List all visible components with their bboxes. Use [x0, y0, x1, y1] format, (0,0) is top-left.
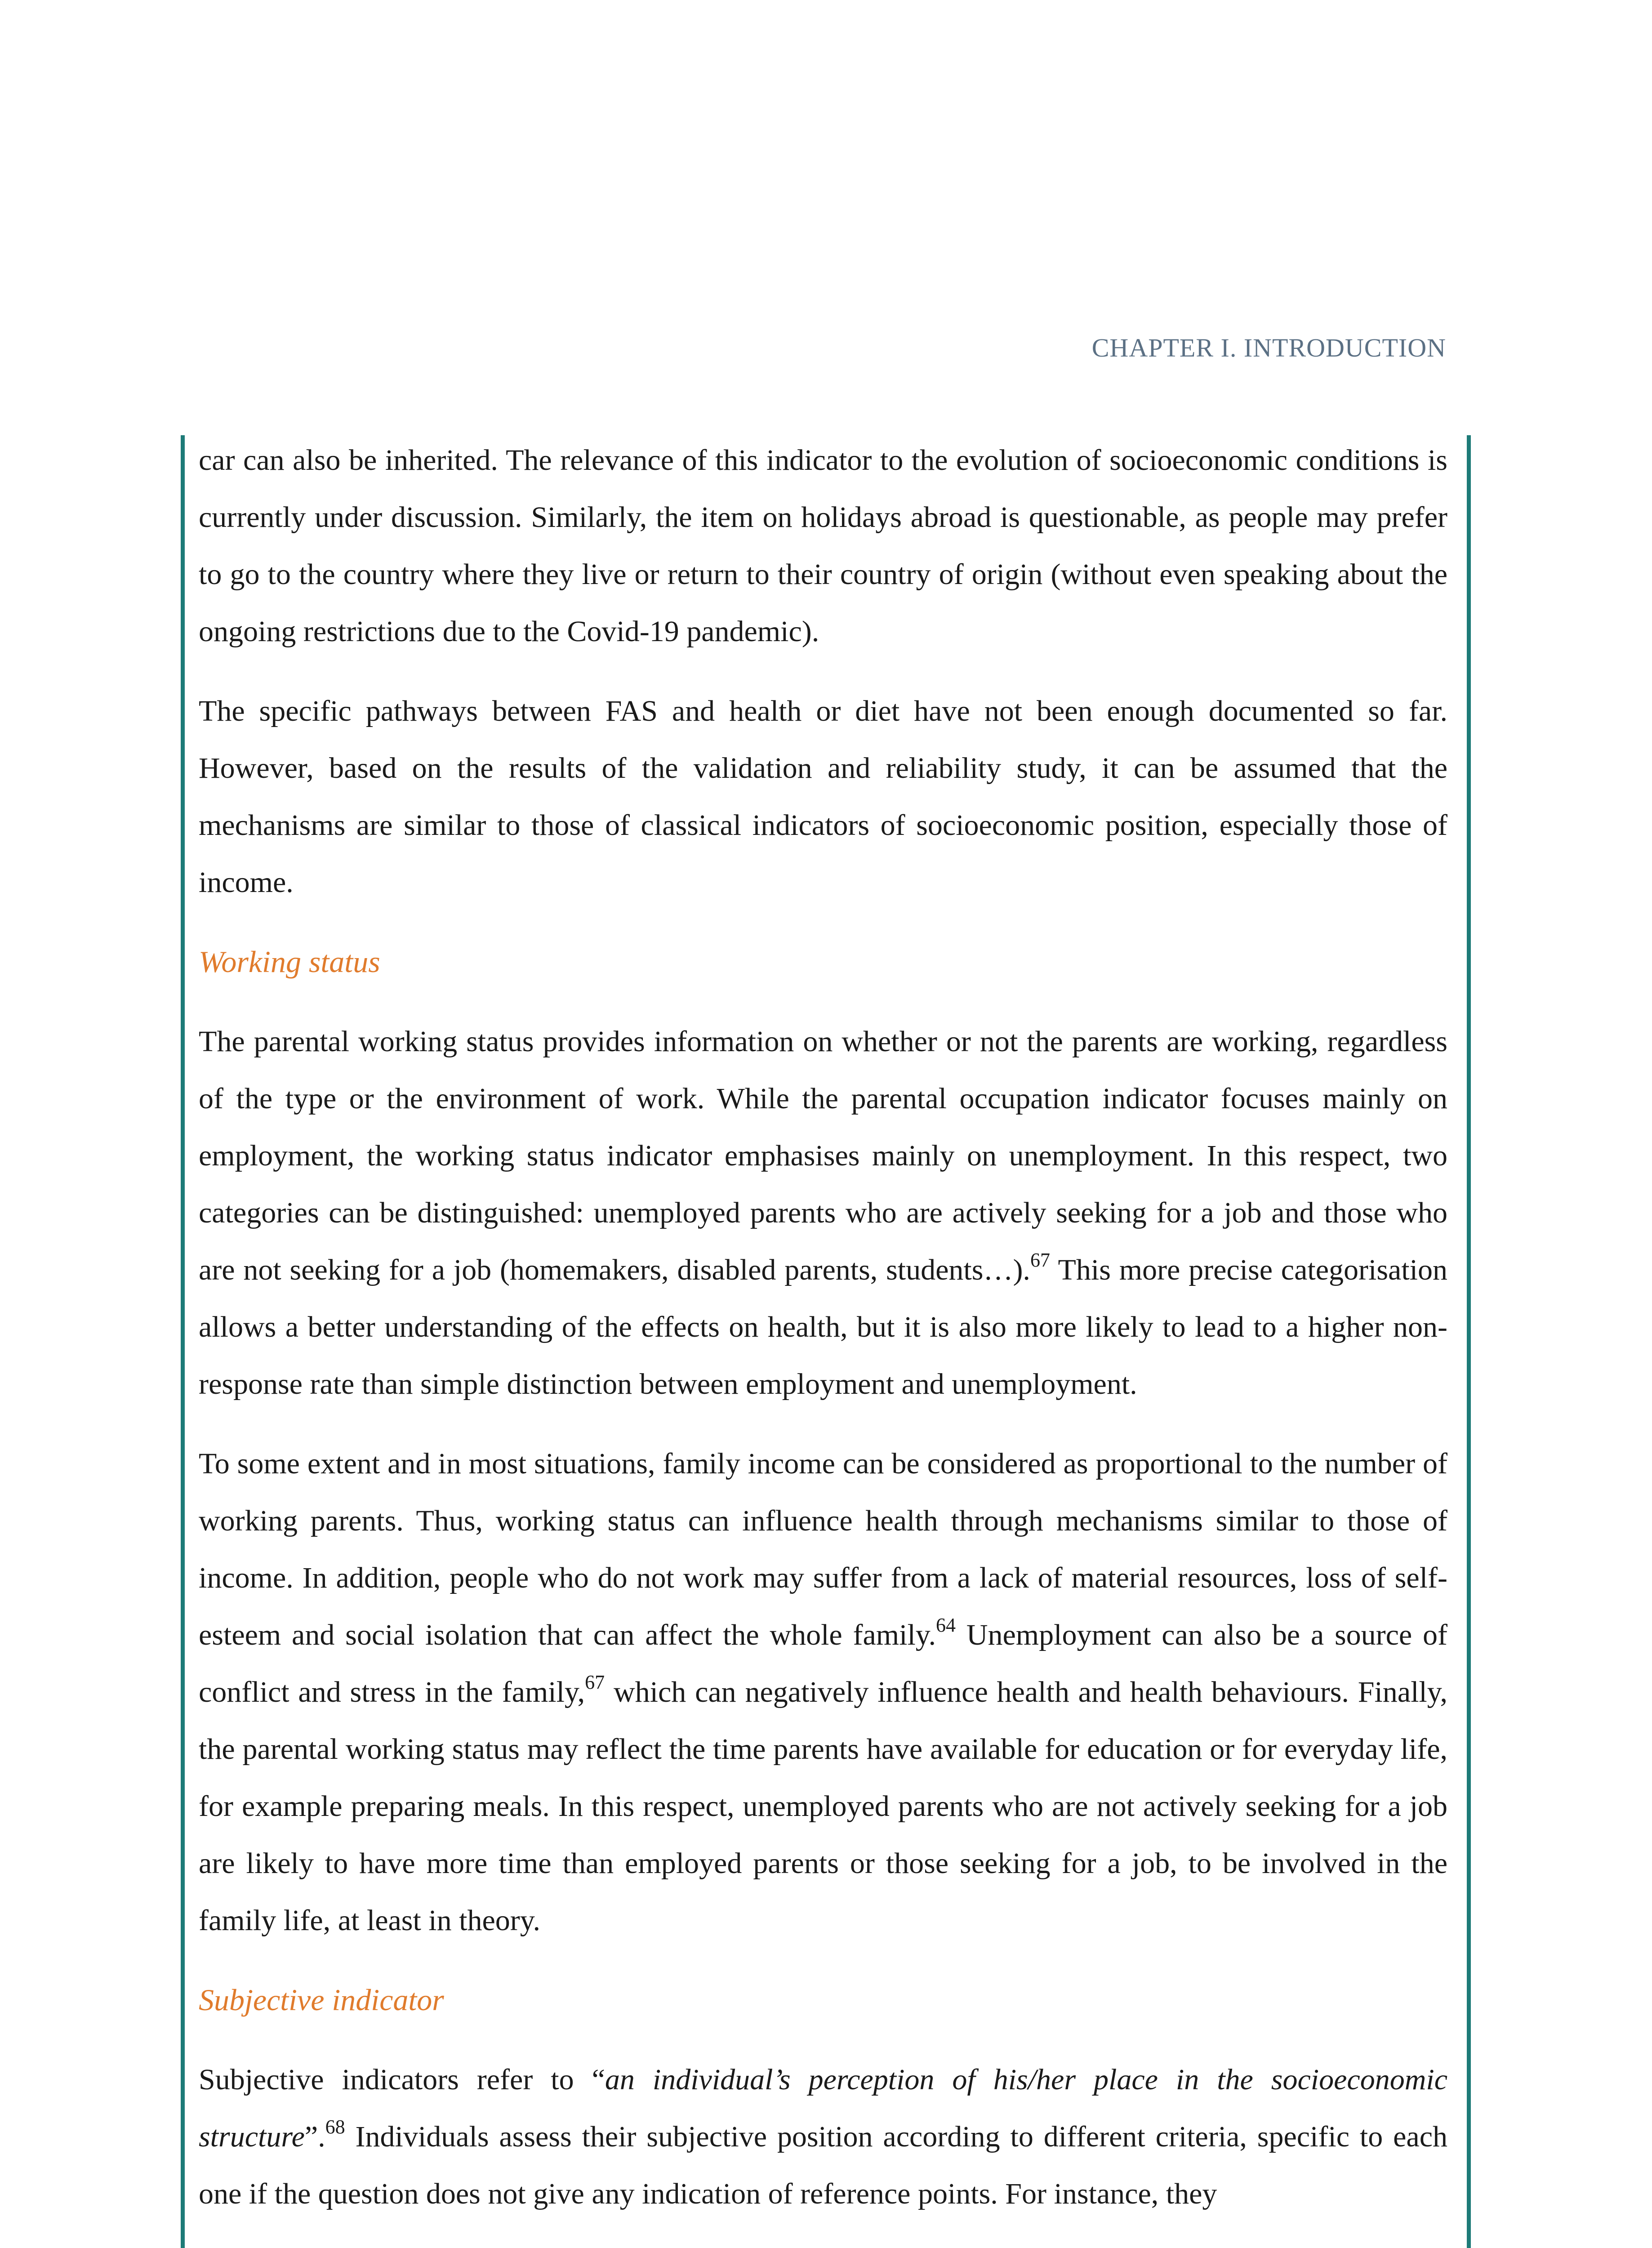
- paragraph-text: ”.: [304, 2120, 325, 2153]
- quoted-definition: an individual’s perception of his/her place in the socioeconomic structure: [199, 2063, 1447, 2153]
- paragraph-subjective-indicator: [199, 2051, 1447, 2222]
- body-text: [199, 432, 1447, 2245]
- paragraph-working-status-definition: [199, 1013, 1447, 1413]
- paragraph-text: Unemployment can also be a source of conflict and stress in the family,: [199, 1619, 1447, 1708]
- reference-superscript: 67: [1030, 1249, 1050, 1271]
- reference-superscript: 68: [325, 2116, 345, 2138]
- paragraph-fas-items: [199, 432, 1447, 660]
- paragraph-text: Individuals assess their subjective position according to different criteria, specific to each one if the question does not give any indication of reference points. For instance, they: [199, 2120, 1447, 2210]
- reference-superscript: 64: [936, 1614, 956, 1636]
- paragraph-text: The specific pathways between FAS and health or diet have not been enough documented so far. However, based on the results of the validation and reliability study, it can be assumed that the mechanisms are similar to those of classical indicators of socioeconomic position, especially those of income.: [199, 695, 1447, 899]
- section-heading-working-status: Working status: [199, 945, 380, 979]
- paragraph-text: To some extent and in most situations, family income can be considered as proportional to the number of working parents. Thus, working status can influence health through mechanisms similar to those of income. In addition, people who do not work may suffer from a lack of material resources, loss of self-esteem and social isolation that can affect the whole family.: [199, 1447, 1447, 1651]
- paragraph-text: This more precise categorisation allows a better understanding of the effects on health, but it is also more likely to lead to a higher non-response rate than simple distinction between employment and unemployment.: [199, 1253, 1447, 1401]
- paragraph-text: Subjective indicators refer to “: [199, 2063, 605, 2096]
- paragraph-text: which can negatively influence health and health behaviours. Finally, the parental working status may reflect the time parents have available for education or for everyday life, for example preparing meals. In this respect, unemployed parents who are not actively seeking for a job are likely to have more time than employed parents or those seeking for a job, to be involved in the family life, at least in theory.: [199, 1676, 1447, 1937]
- section-heading-subjective-indicator: Subjective indicator: [199, 1983, 444, 2017]
- running-header: CHAPTER I. INTRODUCTION: [1091, 333, 1446, 362]
- paragraph-text: car can also be inherited. The relevance of this indicator to the evolution of socioeconomic conditions is currently under discussion. Similarly, the item on holidays abroad is questionable, as people may prefer to go to the country where they live or return to their country of origin (without even speaking about the ongoing restrictions due to the Covid-19 pandemic).: [199, 444, 1447, 648]
- reference-superscript: 67: [585, 1671, 605, 1693]
- paragraph-working-status-mechanisms: [199, 1435, 1447, 1949]
- paragraph-fas-pathways: [199, 682, 1447, 911]
- paragraph-text: The parental working status provides information on whether or not the parents are working, regardless of the type or the environment of work. While the parental occupation indicator focuses mainly on employment, the working status indicator emphasises mainly on unemployment. In this respect, two categories can be distinguished: unemployed parents who are actively seeking for a job and those who are not seeking for a job (homemakers, disabled parents, students…).: [199, 1025, 1447, 1286]
